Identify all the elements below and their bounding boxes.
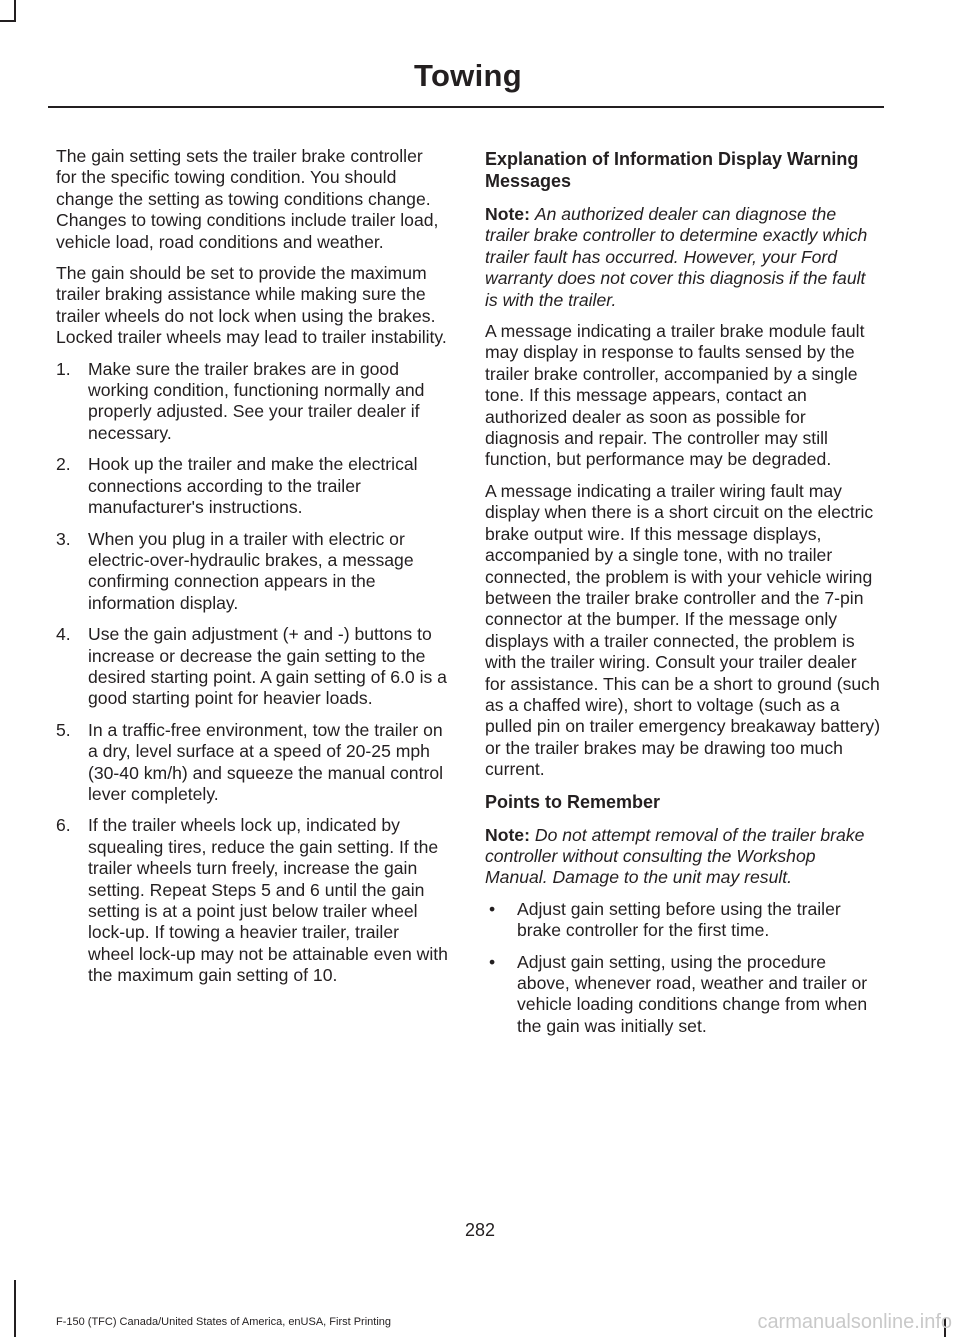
paragraph: The gain setting sets the trailer brake controller for the specific towing condition. You should change the setting as towing conditions change. Changes to towing conditions include trailer load, vehicle load, road conditions and weather. (56, 146, 439, 252)
bullet-icon: • (489, 898, 496, 919)
step-number: 1. (56, 358, 71, 379)
paragraph: A message indicating a trailer brake module fault may display in response to faults sensed by the trailer brake controller, accompanied by a single tone. If this message appears, contact an authorized dealer as soon as possible for diagnosis and repair. The controller may still function, but performance may be degraded. (485, 321, 865, 470)
section-heading: Explanation of Information Display Warning Messages (485, 149, 859, 191)
list-item (56, 815, 448, 986)
bullet-text: Adjust gain setting before using the trailer brake controller for the first time. (517, 898, 841, 941)
step-number: 5. (56, 719, 71, 740)
step-text: Make sure the trailer brakes are in good working condition, functioning normally and properly adjusted. See your trailer dealer if necessary. (88, 358, 425, 443)
list-item (56, 624, 448, 710)
page-number: 282 (464, 1220, 496, 1240)
step-text: In a traffic-free environment, tow the trailer on a dry, level surface at a speed of 20-25 mph (30-40 km/h) and squeeze the manual control lever completely. (88, 719, 444, 804)
step-number: 6. (56, 815, 71, 836)
step-number: 3. (56, 528, 71, 549)
note-text: An authorized dealer can diagnose the trailer brake controller to determine exactly which trailer fault has occurred. However, your Ford warranty does not cover this diagnosis if the fault is with the trailer. (485, 204, 868, 310)
list-item (56, 720, 448, 806)
step-text: If the trailer wheels lock up, indicated by squealing tires, reduce the gain setting. If the trailer wheels turn freely, increase the gain setting. Repeat Steps 5 and 6 until the gain setting is at a point just below trailer wheel lock-up. If towing a heavier trailer, trailer wheel lock-up may not be attainable even with the maximum gain setting of 10. (88, 815, 448, 986)
watermark[interactable]: carmanualsonline.info (757, 1311, 952, 1333)
bullet-list (485, 899, 881, 1037)
list-item (56, 529, 448, 615)
step-text: Hook up the trailer and make the electrical connections according to the trailer manufacturer's instructions. (88, 454, 418, 518)
list-item (56, 359, 448, 445)
note (485, 825, 881, 889)
note-text: Do not attempt removal of the trailer brake controller without consulting the Workshop Manual. Damage to the unit may result. (485, 824, 865, 888)
crop-mark-bottom-left (14, 1280, 16, 1337)
edition-footer: F-150 (TFC) Canada/United States of America, enUSA, First Printing (56, 1316, 392, 1328)
left-column (56, 146, 448, 997)
section-heading: Points to Remember (485, 791, 661, 812)
step-number: 2. (56, 454, 71, 475)
right-column (485, 146, 881, 1047)
header-divider (48, 106, 884, 108)
bullet-icon: • (489, 951, 496, 972)
list-item (56, 454, 448, 518)
page-title: Towing (414, 58, 522, 93)
list-item (485, 952, 881, 1038)
step-text: When you plug in a trailer with electric or electric-over-hydraulic brakes, a message confirming connection appears in the information display. (88, 528, 414, 613)
step-text: Use the gain adjustment (+ and -) buttons to increase or decrease the gain setting to the desired starting point. A gain setting of 6.0 is a good starting point for heavier loads. (88, 624, 447, 709)
crop-mark-top-left-h (0, 20, 16, 22)
paragraph: The gain should be set to provide the maximum trailer braking assistance while making sure the trailer wheels do not lock when using the brakes. Locked trailer wheels may lead to trailer instability. (56, 263, 447, 348)
step-number: 4. (56, 624, 71, 645)
note-label: Note: (485, 824, 530, 845)
crop-mark-top-left (14, 0, 16, 22)
bullet-text: Adjust gain setting, using the procedure above, whenever road, weather and trailer or vehicle loading conditions change from when the gain was initially set. (517, 951, 868, 1036)
note (485, 204, 881, 311)
steps-list (56, 359, 448, 987)
list-item (485, 899, 881, 942)
note-label: Note: (485, 204, 530, 224)
paragraph: A message indicating a trailer wiring fault may display when there is a short circuit on the electric brake output wire. If this message displays, accompanied by a single tone, with no trailer connected, the problem is with your vehicle wiring between the trailer brake controller and the 7-pin connector at the bumper. If the message only displays with a trailer connected, the problem is with the trailer wiring. Consult your trailer dealer for assistance. This can be a short to ground (such as a chaffed wire), short to voltage (such as a pulled pin on trailer emergency breakaway battery) or the trailer brakes may be drawing too much current. (485, 480, 881, 780)
